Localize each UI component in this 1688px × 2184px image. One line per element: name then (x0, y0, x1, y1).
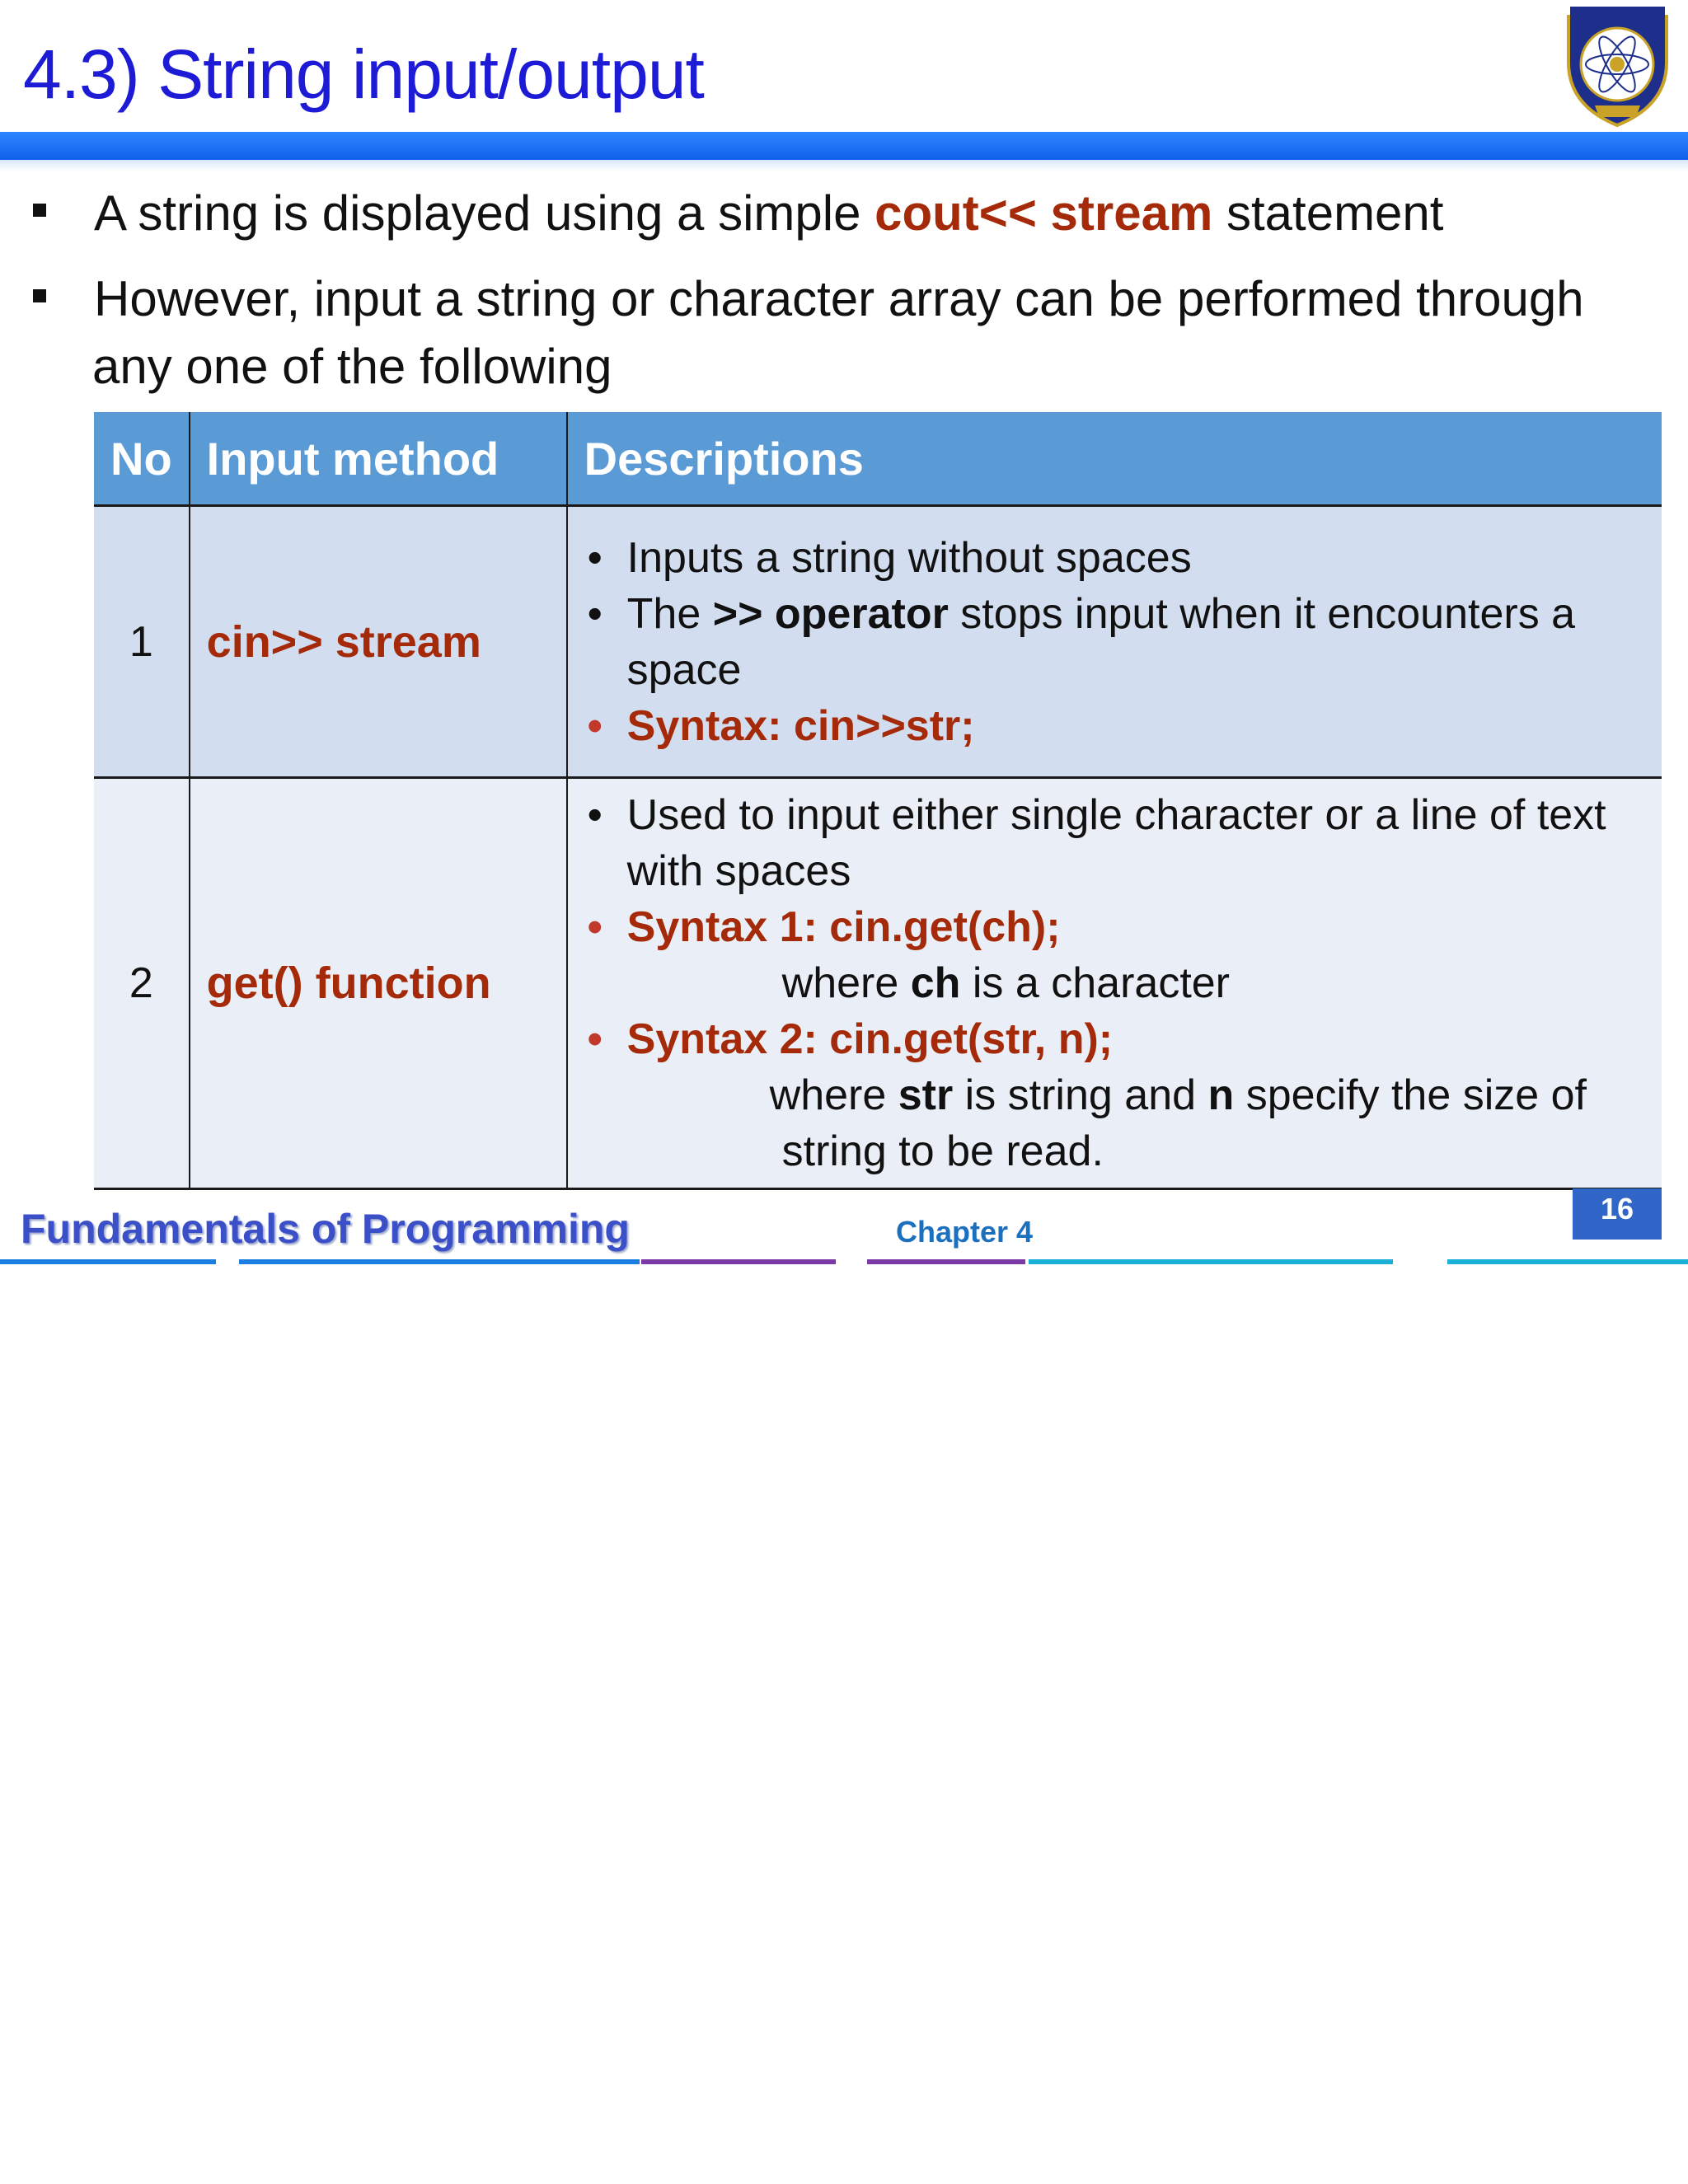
bullet-input-string-continued: any one of the following (92, 339, 612, 394)
page-number: 16 (1573, 1188, 1662, 1240)
desc-subtext: string to be read. (781, 1127, 1104, 1175)
footer-chapter: Chapter 4 (896, 1215, 1034, 1249)
desc-bold: str (898, 1071, 954, 1119)
bullet-text: statement (1212, 185, 1444, 241)
university-logo-icon (1562, 5, 1673, 129)
header-input-method: Input method (190, 412, 567, 506)
footer-line (641, 1259, 836, 1264)
square-bullet-icon (33, 289, 46, 302)
table-row (94, 778, 1662, 1189)
desc-bold: >> operator (712, 589, 949, 638)
desc-subtext (584, 1067, 1645, 1123)
header-no: No (94, 412, 190, 506)
bullet-display-string (33, 180, 1443, 247)
header-bar (0, 132, 1688, 160)
desc-syntax: • Syntax 1: cin.get(ch); (584, 899, 1645, 955)
desc-text: space (626, 645, 742, 694)
bullet-text: However, input a string or character array can be performed through (94, 271, 1584, 326)
table-header-row (94, 412, 1662, 506)
desc-item (584, 787, 1645, 899)
row-description (567, 506, 1662, 778)
desc-syntax: • Syntax: cin>>str; (584, 698, 1645, 754)
footer-line (1447, 1259, 1688, 1264)
footer-line (867, 1259, 1025, 1264)
desc-text: is a character (960, 959, 1230, 1007)
footer-line (239, 1259, 640, 1264)
header-bar-shadow (0, 160, 1688, 171)
row-method: get() function (190, 778, 567, 1189)
desc-text: is string and (953, 1071, 1208, 1119)
row-method: cin>> stream (190, 506, 567, 778)
row-number: 2 (94, 778, 190, 1189)
desc-bold: ch (910, 959, 961, 1007)
desc-item (584, 586, 1645, 698)
desc-text: where (769, 1071, 898, 1119)
table-row (94, 506, 1662, 778)
footer-course: Fundamentals of Programming (21, 1206, 630, 1252)
desc-syntax: • Syntax 2: cin.get(str, n); (584, 1011, 1645, 1067)
row-description (567, 778, 1662, 1189)
row-number: 1 (94, 506, 190, 778)
square-bullet-icon (33, 204, 46, 217)
header-descriptions: Descriptions (567, 412, 1662, 506)
footer-line (1029, 1259, 1393, 1264)
desc-text: where (781, 959, 911, 1007)
desc-item: • Inputs a string without spaces (584, 530, 1645, 586)
desc-text: specify the size of (1234, 1071, 1587, 1119)
desc-bold: n (1207, 1071, 1235, 1119)
desc-subtext (584, 955, 1645, 1011)
desc-text: Used to input either single character or a line of text (626, 791, 1606, 839)
desc-text: stops input when it encounters a (948, 589, 1576, 638)
slide-title: 4.3) String input/output (23, 35, 704, 113)
bullet-highlight: cout<< stream (874, 185, 1213, 241)
desc-text: with spaces (626, 847, 851, 895)
desc-text: The (626, 589, 713, 638)
input-methods-table (94, 412, 1662, 1190)
bullet-input-string (33, 265, 1584, 333)
footer-line (0, 1259, 216, 1264)
bullet-text: A string is displayed using a simple (94, 185, 875, 241)
